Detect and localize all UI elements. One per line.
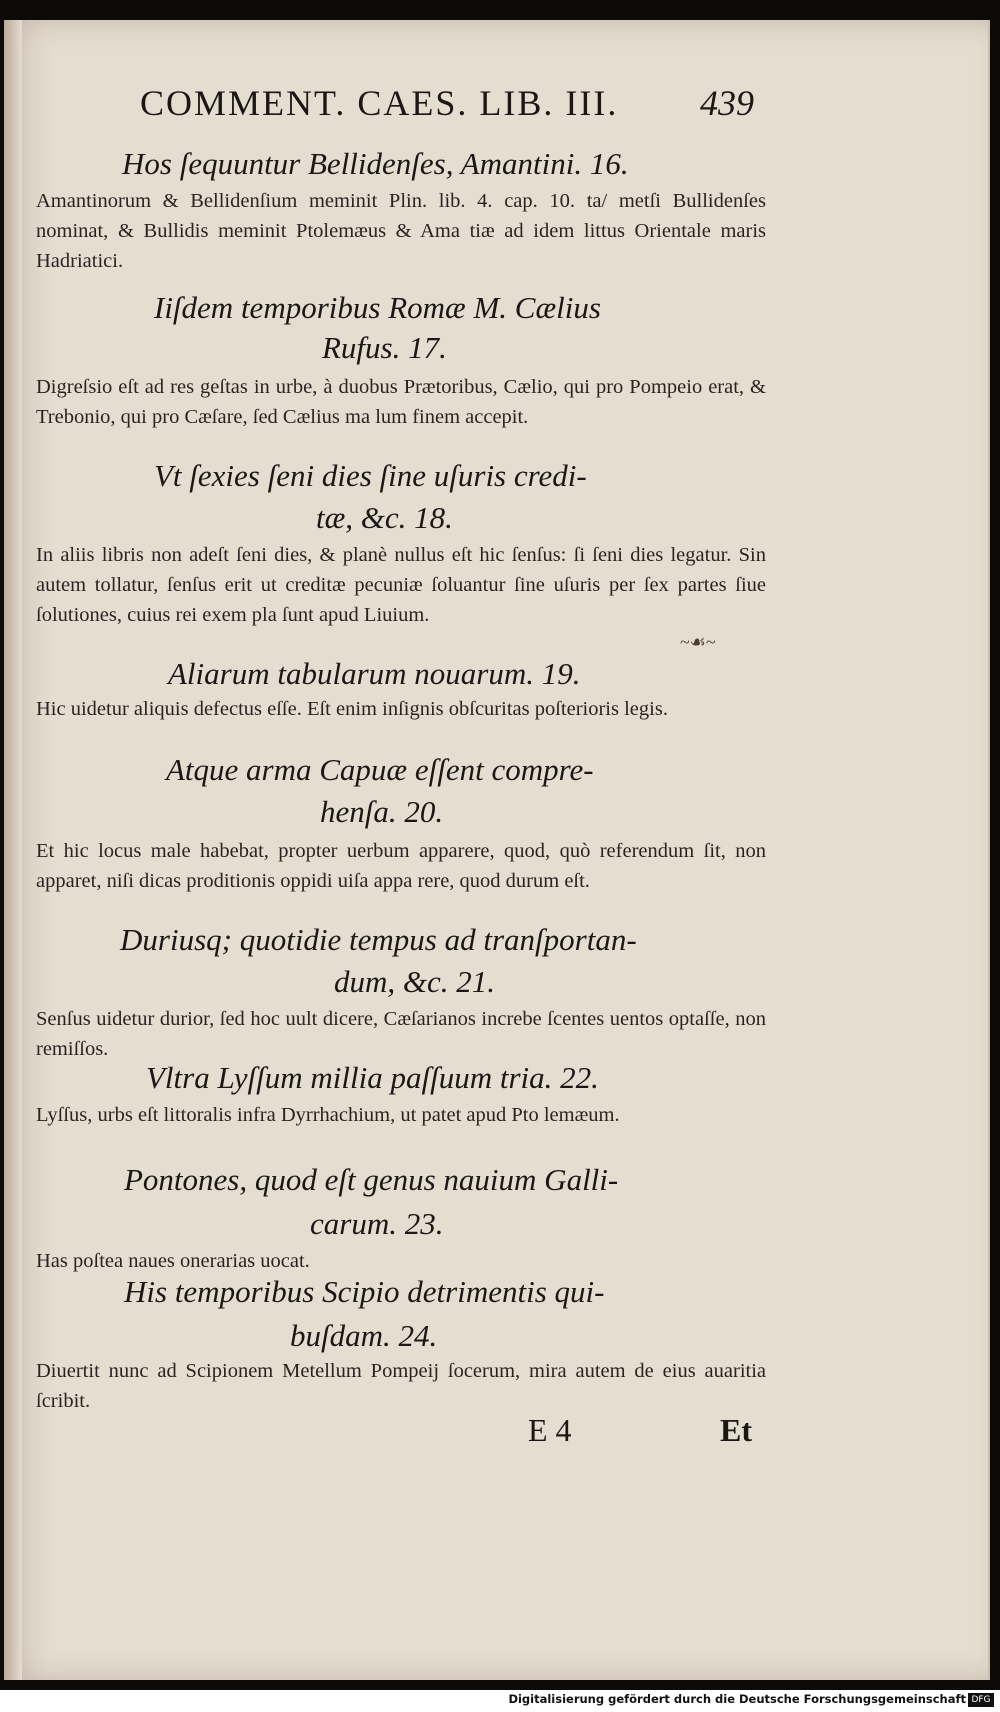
lemma-18-line1: Vt ſexies ſeni dies ſine uſuris credi- (154, 458, 587, 493)
footer-credit: Digitalisierung gefördert durch die Deutsche Forschungsgemeinschaft (508, 1692, 966, 1706)
folio-number: 439 (700, 83, 754, 123)
catchword: Et (720, 1412, 752, 1448)
lemma-20-line1: Atque arma Capuæ eſſent compre- (166, 752, 594, 787)
note-22: Lyſſus, urbs eſt littoralis infra Dyrrhachium, ut patet apud Pto lemæum. (36, 1104, 620, 1126)
note-19: Hic uidetur aliquis defectus eſſe. Eſt enim inſignis obſcuritas poſterioris legis. (36, 698, 668, 720)
note-24: Diuertit nunc ad Scipionem Metellum Pompeij ſocerum, mira autem de eius auaritia ſcribit. (36, 1360, 766, 1412)
lemma-18-line2: tæ, &c. 18. (316, 500, 453, 535)
lemma-23-line1: Pontones, quod eſt genus nauium Galli- (124, 1162, 619, 1197)
lemma-21-line1: Duriusq; quotidie tempus ad tranſportan- (120, 922, 637, 957)
note-16: Amantinorum & Bellidenſium meminit Plin. lib. 4. cap. 10. ta/ metſi Bullidenſes nominat, & Bullidis meminit Ptolemæus & Ama tiæ ad idem littus Orientale maris Hadriatici. (36, 190, 766, 272)
note-17: Digreſsio eſt ad res geſtas in urbe, à duobus Prætoribus, Cælio, qui pro Pompeio erat, & Trebonio, qui pro Cæſare, ſed Cælius ma lum finem accepit. (36, 376, 766, 428)
note-18: In aliis libris non adeſt ſeni dies, & planè nullus eſt hic ſenſus: ſi ſeni dies legatur. Sin autem tollatur, ſenſus erit ut creditæ pecuniæ ſoluantur ſine uſuris per ſex partes ſiue ſolutiones, cuius rei exem pla ſunt apud Liuium. (36, 544, 766, 626)
lemma-16: Hos ſequuntur Bellidenſes, Amantini. 16. (122, 146, 629, 181)
signature-mark: E 4 (528, 1412, 572, 1448)
ornament: ~☙~ (680, 632, 716, 652)
running-title: COMMENT. CAES. LIB. III. (140, 83, 619, 123)
note-23: Has poſtea naues onerarias uocat. (36, 1250, 310, 1272)
lemma-19: Aliarum tabularum nouarum. 19. (168, 656, 581, 691)
note-21: Senſus uidetur durior, ſed hoc uult dicere, Cæſarianos increbe ſcentes uentos optaſſe, non remiſſos. (36, 1008, 766, 1060)
dfg-logo-icon: DFG (968, 1693, 994, 1707)
lemma-17-line1: Iiſdem temporibus Romæ M. Cælius (154, 290, 601, 325)
digitization-footer (0, 1690, 1000, 1712)
lemma-21-line2: dum, &c. 21. (334, 964, 496, 999)
lemma-23-line2: carum. 23. (310, 1206, 444, 1241)
page-gutter (4, 20, 22, 1680)
lemma-20-line2: henſa. 20. (320, 794, 444, 829)
note-20: Et hic locus male habebat, propter uerbum apparere, quod, quò referendum ſit, non apparet, niſi dicas proditionis oppidi uiſa appa rere, quod durum eſt. (36, 840, 766, 892)
lemma-17-line2: Rufus. 17. (322, 330, 447, 365)
lemma-24-line2: buſdam. 24. (290, 1318, 438, 1353)
lemma-24-line1: His temporibus Scipio detrimentis qui- (124, 1274, 605, 1309)
lemma-22: Vltra Lyſſum millia paſſuum tria. 22. (146, 1060, 599, 1095)
